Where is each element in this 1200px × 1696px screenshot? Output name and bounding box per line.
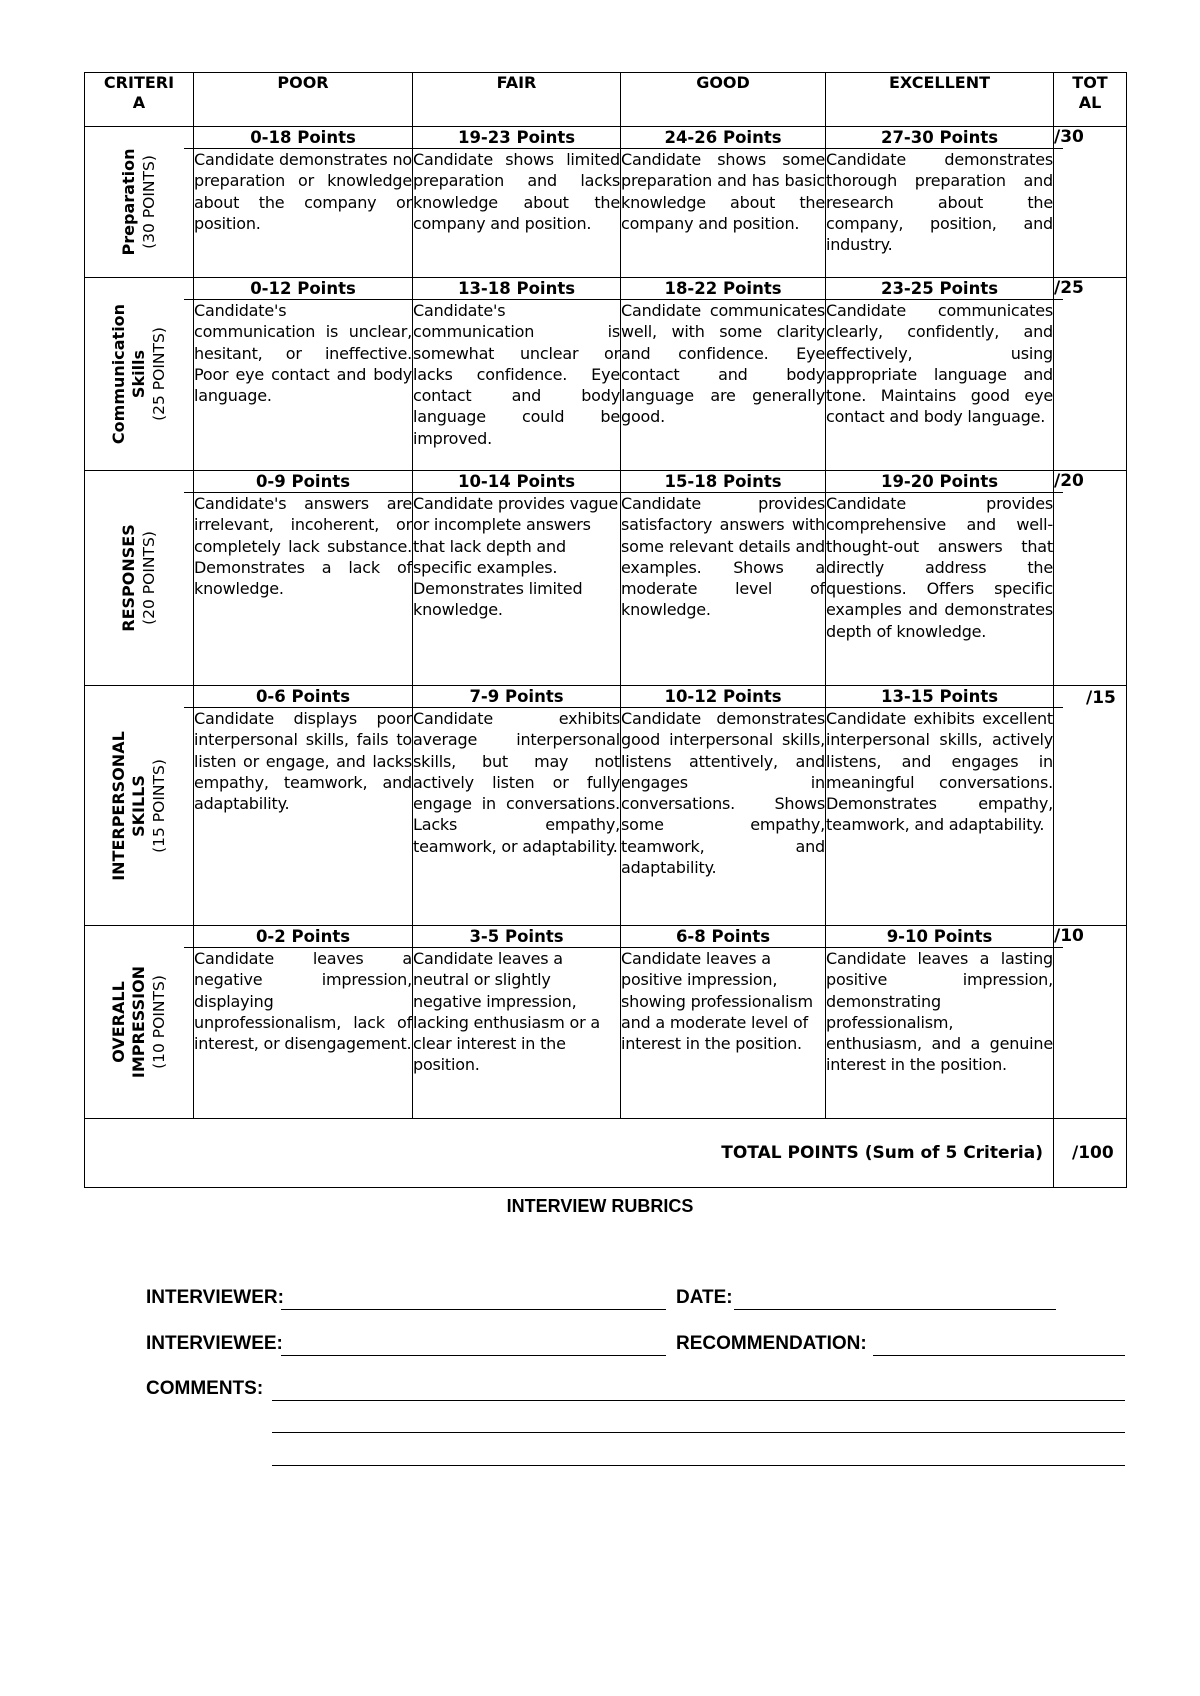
comments-label: COMMENTS:	[146, 1378, 264, 1399]
points-range: 13-15 Points	[816, 686, 1063, 708]
excellent-cell	[826, 278, 1054, 471]
excellent-cell	[826, 686, 1054, 926]
good-cell	[621, 686, 826, 926]
level-description: Candidate displays poor interpersonal skills, fails to listen or engage, and lacks empathy, teamwork, and adaptability.	[194, 709, 412, 814]
poor-cell	[194, 686, 413, 926]
criteria-name: Preparation	[119, 148, 138, 256]
points-range: 0-9 Points	[184, 471, 422, 493]
criteria-row-responses	[85, 471, 1127, 686]
excellent-cell	[826, 127, 1054, 278]
points-range: 0-12 Points	[184, 278, 422, 300]
fair-cell	[413, 686, 621, 926]
date-field[interactable]	[734, 1309, 1056, 1310]
fair-cell	[413, 926, 621, 1119]
poor-cell	[194, 127, 413, 278]
comments-field-line[interactable]	[272, 1465, 1125, 1466]
total-points-value: /100	[1054, 1119, 1127, 1188]
level-description: Candidate shows limited preparation and lacks knowledge about the company and position.	[413, 150, 620, 233]
level-description: Candidate leaves a neutral or slightly negative impression, lacking enthusiasm or a clear interest in the position.	[413, 949, 600, 1075]
points-range: 9-10 Points	[816, 926, 1063, 948]
total-score-cell: /30	[1054, 127, 1127, 278]
header-fair: FAIR	[413, 73, 621, 127]
interviewer-field[interactable]	[281, 1309, 666, 1310]
points-range: 24-26 Points	[611, 127, 835, 149]
criteria-row-communication	[85, 278, 1127, 471]
points-range: 18-22 Points	[611, 278, 835, 300]
poor-cell	[194, 471, 413, 686]
level-description: Candidate's communication is unclear, hesitant, or ineffective. Poor eye contact and body language.	[194, 301, 412, 406]
points-range: 0-2 Points	[184, 926, 422, 948]
level-description: Candidate's answers are irrelevant, incoherent, or completely lack substance. Demonstrates a lack of knowledge.	[194, 494, 412, 599]
points-range: 19-23 Points	[403, 127, 630, 149]
points-range: 0-6 Points	[184, 686, 422, 708]
criteria-cell	[85, 686, 194, 926]
header-row	[85, 73, 1127, 127]
points-range: 10-12 Points	[611, 686, 835, 708]
criteria-name: RESPONSES	[119, 524, 138, 632]
fair-cell	[413, 471, 621, 686]
total-score-cell: /15	[1054, 686, 1127, 926]
total-points-label: TOTAL POINTS (Sum of 5 Criteria)	[85, 1119, 1054, 1188]
level-description: Candidate's communication is somewhat unclear or lacks confidence. Eye contact and body language could be improved.	[413, 301, 620, 448]
interviewee-label: INTERVIEWEE:	[146, 1333, 283, 1354]
points-range: 15-18 Points	[611, 471, 835, 493]
criteria-points: (15 POINTS)	[150, 758, 168, 853]
comments-field-line[interactable]	[272, 1400, 1125, 1401]
level-description: Candidate exhibits excellent interpersonal skills, actively listens, and engages in meaningful conversations. Demonstrates empathy, teamwork, and adaptability.	[826, 709, 1053, 835]
level-description: Candidate shows some preparation and has basic knowledge about the company and position.	[621, 150, 825, 233]
points-range: 10-14 Points	[403, 471, 630, 493]
criteria-cell	[85, 471, 194, 686]
criteria-name: OVERALL IMPRESSION	[109, 965, 148, 1079]
header-total: TOT AL	[1054, 73, 1127, 127]
fair-cell	[413, 278, 621, 471]
criteria-cell	[85, 278, 194, 471]
date-label: DATE:	[676, 1287, 733, 1308]
criteria-cell	[85, 926, 194, 1119]
good-cell	[621, 278, 826, 471]
criteria-row-overall-impression	[85, 926, 1127, 1119]
criteria-row-preparation	[85, 127, 1127, 278]
criteria-cell	[85, 127, 194, 278]
total-points-row	[85, 1119, 1127, 1188]
points-range: 7-9 Points	[403, 686, 630, 708]
criteria-name: Communication Skills	[109, 303, 148, 445]
points-range: 19-20 Points	[816, 471, 1063, 493]
document-title: INTERVIEW RUBRICS	[506, 1196, 694, 1216]
excellent-cell	[826, 471, 1054, 686]
level-description: Candidate provides vague or incomplete answers that lack depth and specific examples. Demonstrates limited knowledge.	[413, 494, 619, 620]
good-cell	[621, 127, 826, 278]
poor-cell	[194, 926, 413, 1119]
level-description: Candidate exhibits average interpersonal skills, but may not actively listen or fully engage in conversations. Lacks empathy, teamwork, or adaptability.	[413, 709, 620, 856]
total-score-cell: /25	[1054, 278, 1127, 471]
comments-field-line[interactable]	[272, 1432, 1125, 1433]
excellent-cell	[826, 926, 1054, 1119]
rubric-table	[84, 72, 1127, 1188]
recommendation-field[interactable]	[873, 1355, 1125, 1356]
criteria-points: (25 POINTS)	[150, 327, 168, 421]
criteria-row-interpersonal	[85, 686, 1127, 926]
total-score-cell: /20	[1054, 471, 1127, 686]
level-description: Candidate demonstrates no preparation or knowledge about the company or position.	[194, 150, 412, 233]
fair-cell	[413, 127, 621, 278]
level-description: Candidate leaves a negative impression, displaying unprofessionalism, lack of interest, or disengagement.	[194, 949, 412, 1054]
level-description: Candidate leaves a lasting positive impression, demonstrating professionalism, enthusiasm, and a genuine interest in the position.	[826, 949, 1053, 1075]
points-range: 23-25 Points	[816, 278, 1063, 300]
points-range: 27-30 Points	[816, 127, 1063, 149]
criteria-points: (20 POINTS)	[140, 531, 158, 625]
criteria-points: (30 POINTS)	[140, 155, 158, 249]
interviewee-field[interactable]	[281, 1355, 666, 1356]
criteria-name: INTERPERSONAL SKILLS	[109, 730, 148, 881]
level-description: Candidate leaves a positive impression, showing professionalism and a moderate level of interest in the position.	[621, 949, 813, 1054]
points-range: 6-8 Points	[611, 926, 835, 948]
level-description: Candidate provides comprehensive and well-thought-out answers that directly address the questions. Offers specific examples and demonstrates depth of knowledge.	[826, 494, 1053, 641]
total-score-cell: /10	[1054, 926, 1127, 1119]
rubric-page	[84, 72, 1126, 1188]
level-description: Candidate provides satisfactory answers with some relevant details and examples. Shows a moderate level of knowledge.	[621, 494, 825, 620]
good-cell	[621, 471, 826, 686]
header-good: GOOD	[621, 73, 826, 127]
header-poor: POOR	[194, 73, 413, 127]
header-excellent: EXCELLENT	[826, 73, 1054, 127]
criteria-points: (10 POINTS)	[150, 975, 168, 1069]
level-description: Candidate demonstrates good interpersonal skills, listens attentively, and engages in conversations. Shows some empathy, teamwork, and adaptability.	[621, 709, 825, 878]
poor-cell	[194, 278, 413, 471]
recommendation-label: RECOMMENDATION:	[676, 1333, 867, 1354]
good-cell	[621, 926, 826, 1119]
level-description: Candidate communicates clearly, confidently, and effectively, using appropriate language and tone. Maintains good eye contact and body language.	[826, 301, 1053, 427]
header-criteria: CRITERI A	[85, 73, 194, 127]
level-description: Candidate communicates well, with some clarity and confidence. Eye contact and body language are generally good.	[621, 301, 825, 427]
points-range: 13-18 Points	[403, 278, 630, 300]
points-range: 3-5 Points	[403, 926, 630, 948]
level-description: Candidate demonstrates thorough preparation and research about the company, position, and industry.	[826, 150, 1053, 255]
points-range: 0-18 Points	[184, 127, 422, 149]
interviewer-label: INTERVIEWER:	[146, 1287, 284, 1308]
